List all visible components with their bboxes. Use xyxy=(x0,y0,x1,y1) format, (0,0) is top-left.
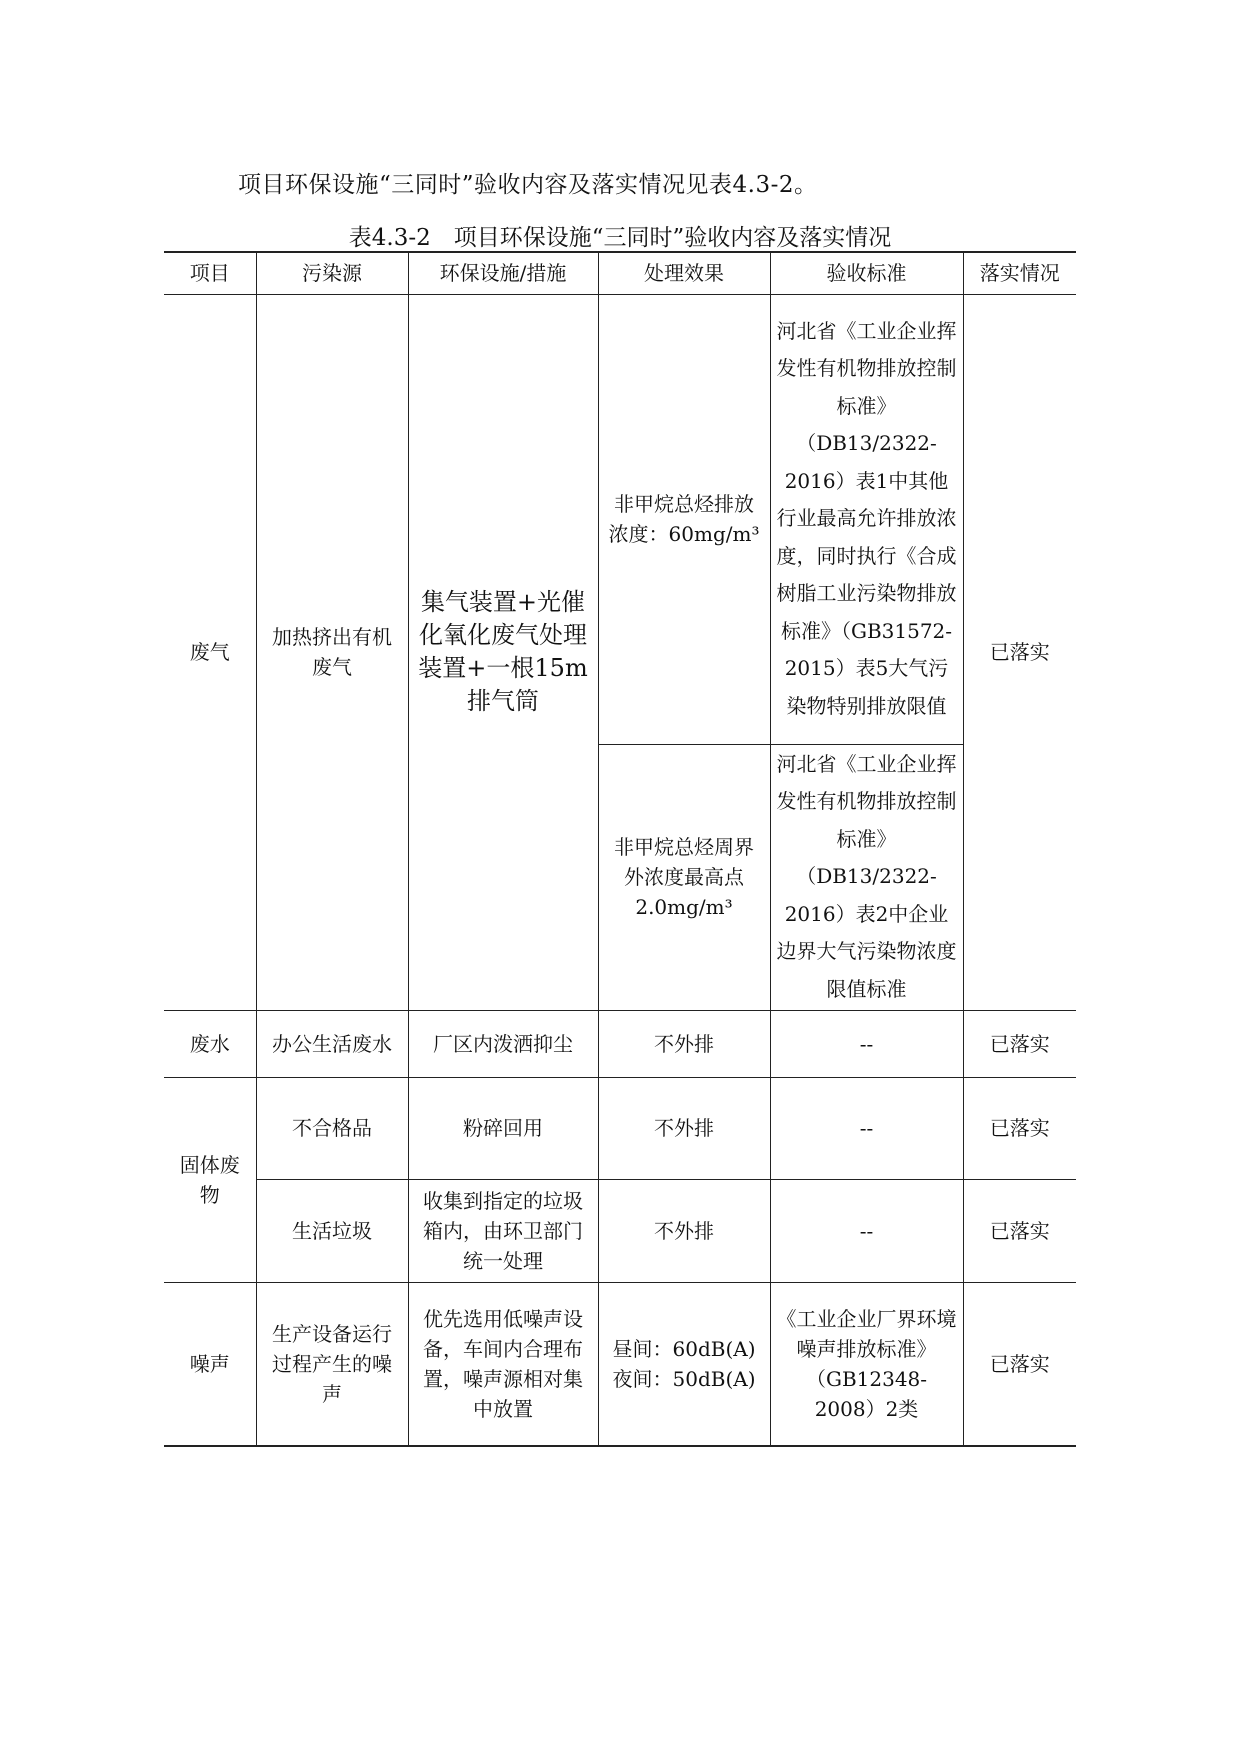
cell-source-solid-1: 不合格品 xyxy=(256,1077,408,1179)
header-source: 污染源 xyxy=(256,252,408,294)
cell-category-gas: 废气 xyxy=(164,294,256,1010)
header-standard: 验收标准 xyxy=(770,252,963,294)
cell-standard-noise: 《工业企业厂界环境噪声排放标准》（GB12348-2008）2类 xyxy=(770,1282,963,1446)
cell-status-noise: 已落实 xyxy=(963,1282,1076,1446)
cell-source-solid-2: 生活垃圾 xyxy=(256,1179,408,1282)
header-effect: 处理效果 xyxy=(598,252,770,294)
cell-status-solid-2: 已落实 xyxy=(963,1179,1076,1282)
cell-effect-solid-1: 不外排 xyxy=(598,1077,770,1179)
intro-text: 项目环保设施“三同时”验收内容及落实情况见表4.3-2。 xyxy=(238,172,818,198)
cell-source-gas: 加热挤出有机废气 xyxy=(256,294,408,1010)
cell-standard-solid-2: -- xyxy=(770,1179,963,1282)
cell-status-water: 已落实 xyxy=(963,1010,1076,1077)
table-row xyxy=(164,1077,1076,1179)
cell-category-solid: 固体废物 xyxy=(164,1077,256,1282)
cell-measure-water: 厂区内泼洒抑尘 xyxy=(408,1010,598,1077)
cell-effect-gas-1: 非甲烷总烃排放浓度：60mg/m³ xyxy=(598,294,770,744)
cell-standard-solid-1: -- xyxy=(770,1077,963,1179)
cell-category-noise: 噪声 xyxy=(164,1282,256,1446)
cell-category-water: 废水 xyxy=(164,1010,256,1077)
header-measure: 环保设施/措施 xyxy=(408,252,598,294)
cell-effect-gas-2: 非甲烷总烃周界外浓度最高点 2.0mg/m³ xyxy=(598,744,770,1010)
cell-measure-gas: 集气装置+光催化氧化废气处理装置+一根15m 排气筒 xyxy=(408,294,598,1010)
cell-measure-solid-1: 粉碎回用 xyxy=(408,1077,598,1179)
cell-standard-gas-1: 河北省《工业企业挥发性有机物排放控制标准》（DB13/2322-2016）表1中其他行业最高允许排放浓度，同时执行《合成树脂工业污染物排放标准》（GB31572-2015）表5大气污染物特别排放限值 xyxy=(770,294,963,744)
table-caption: 表4.3-2 项目环保设施“三同时”验收内容及落实情况 xyxy=(348,225,892,251)
header-status: 落实情况 xyxy=(963,252,1076,294)
table-header-row xyxy=(164,252,1076,294)
table-row xyxy=(164,294,1076,744)
table-row xyxy=(164,1179,1076,1282)
table-row xyxy=(164,1282,1076,1446)
cell-measure-noise: 优先选用低噪声设备，车间内合理布置，噪声源相对集中放置 xyxy=(408,1282,598,1446)
table-row xyxy=(164,1010,1076,1077)
cell-status-gas: 已落实 xyxy=(963,294,1076,1010)
cell-measure-solid-2: 收集到指定的垃圾箱内，由环卫部门统一处理 xyxy=(408,1179,598,1282)
cell-source-water: 办公生活废水 xyxy=(256,1010,408,1077)
cell-effect-water: 不外排 xyxy=(598,1010,770,1077)
cell-standard-gas-2: 河北省《工业企业挥发性有机物排放控制标准》（DB13/2322-2016）表2中企业边界大气污染物浓度限值标准 xyxy=(770,744,963,1010)
cell-effect-noise: 昼间：60dB(A) 夜间：50dB(A) xyxy=(598,1282,770,1446)
cell-standard-water: -- xyxy=(770,1010,963,1077)
cell-status-solid-1: 已落实 xyxy=(963,1077,1076,1179)
cell-effect-solid-2: 不外排 xyxy=(598,1179,770,1282)
acceptance-table xyxy=(164,251,1076,1447)
header-item: 项目 xyxy=(164,252,256,294)
cell-source-noise: 生产设备运行过程产生的噪声 xyxy=(256,1282,408,1446)
